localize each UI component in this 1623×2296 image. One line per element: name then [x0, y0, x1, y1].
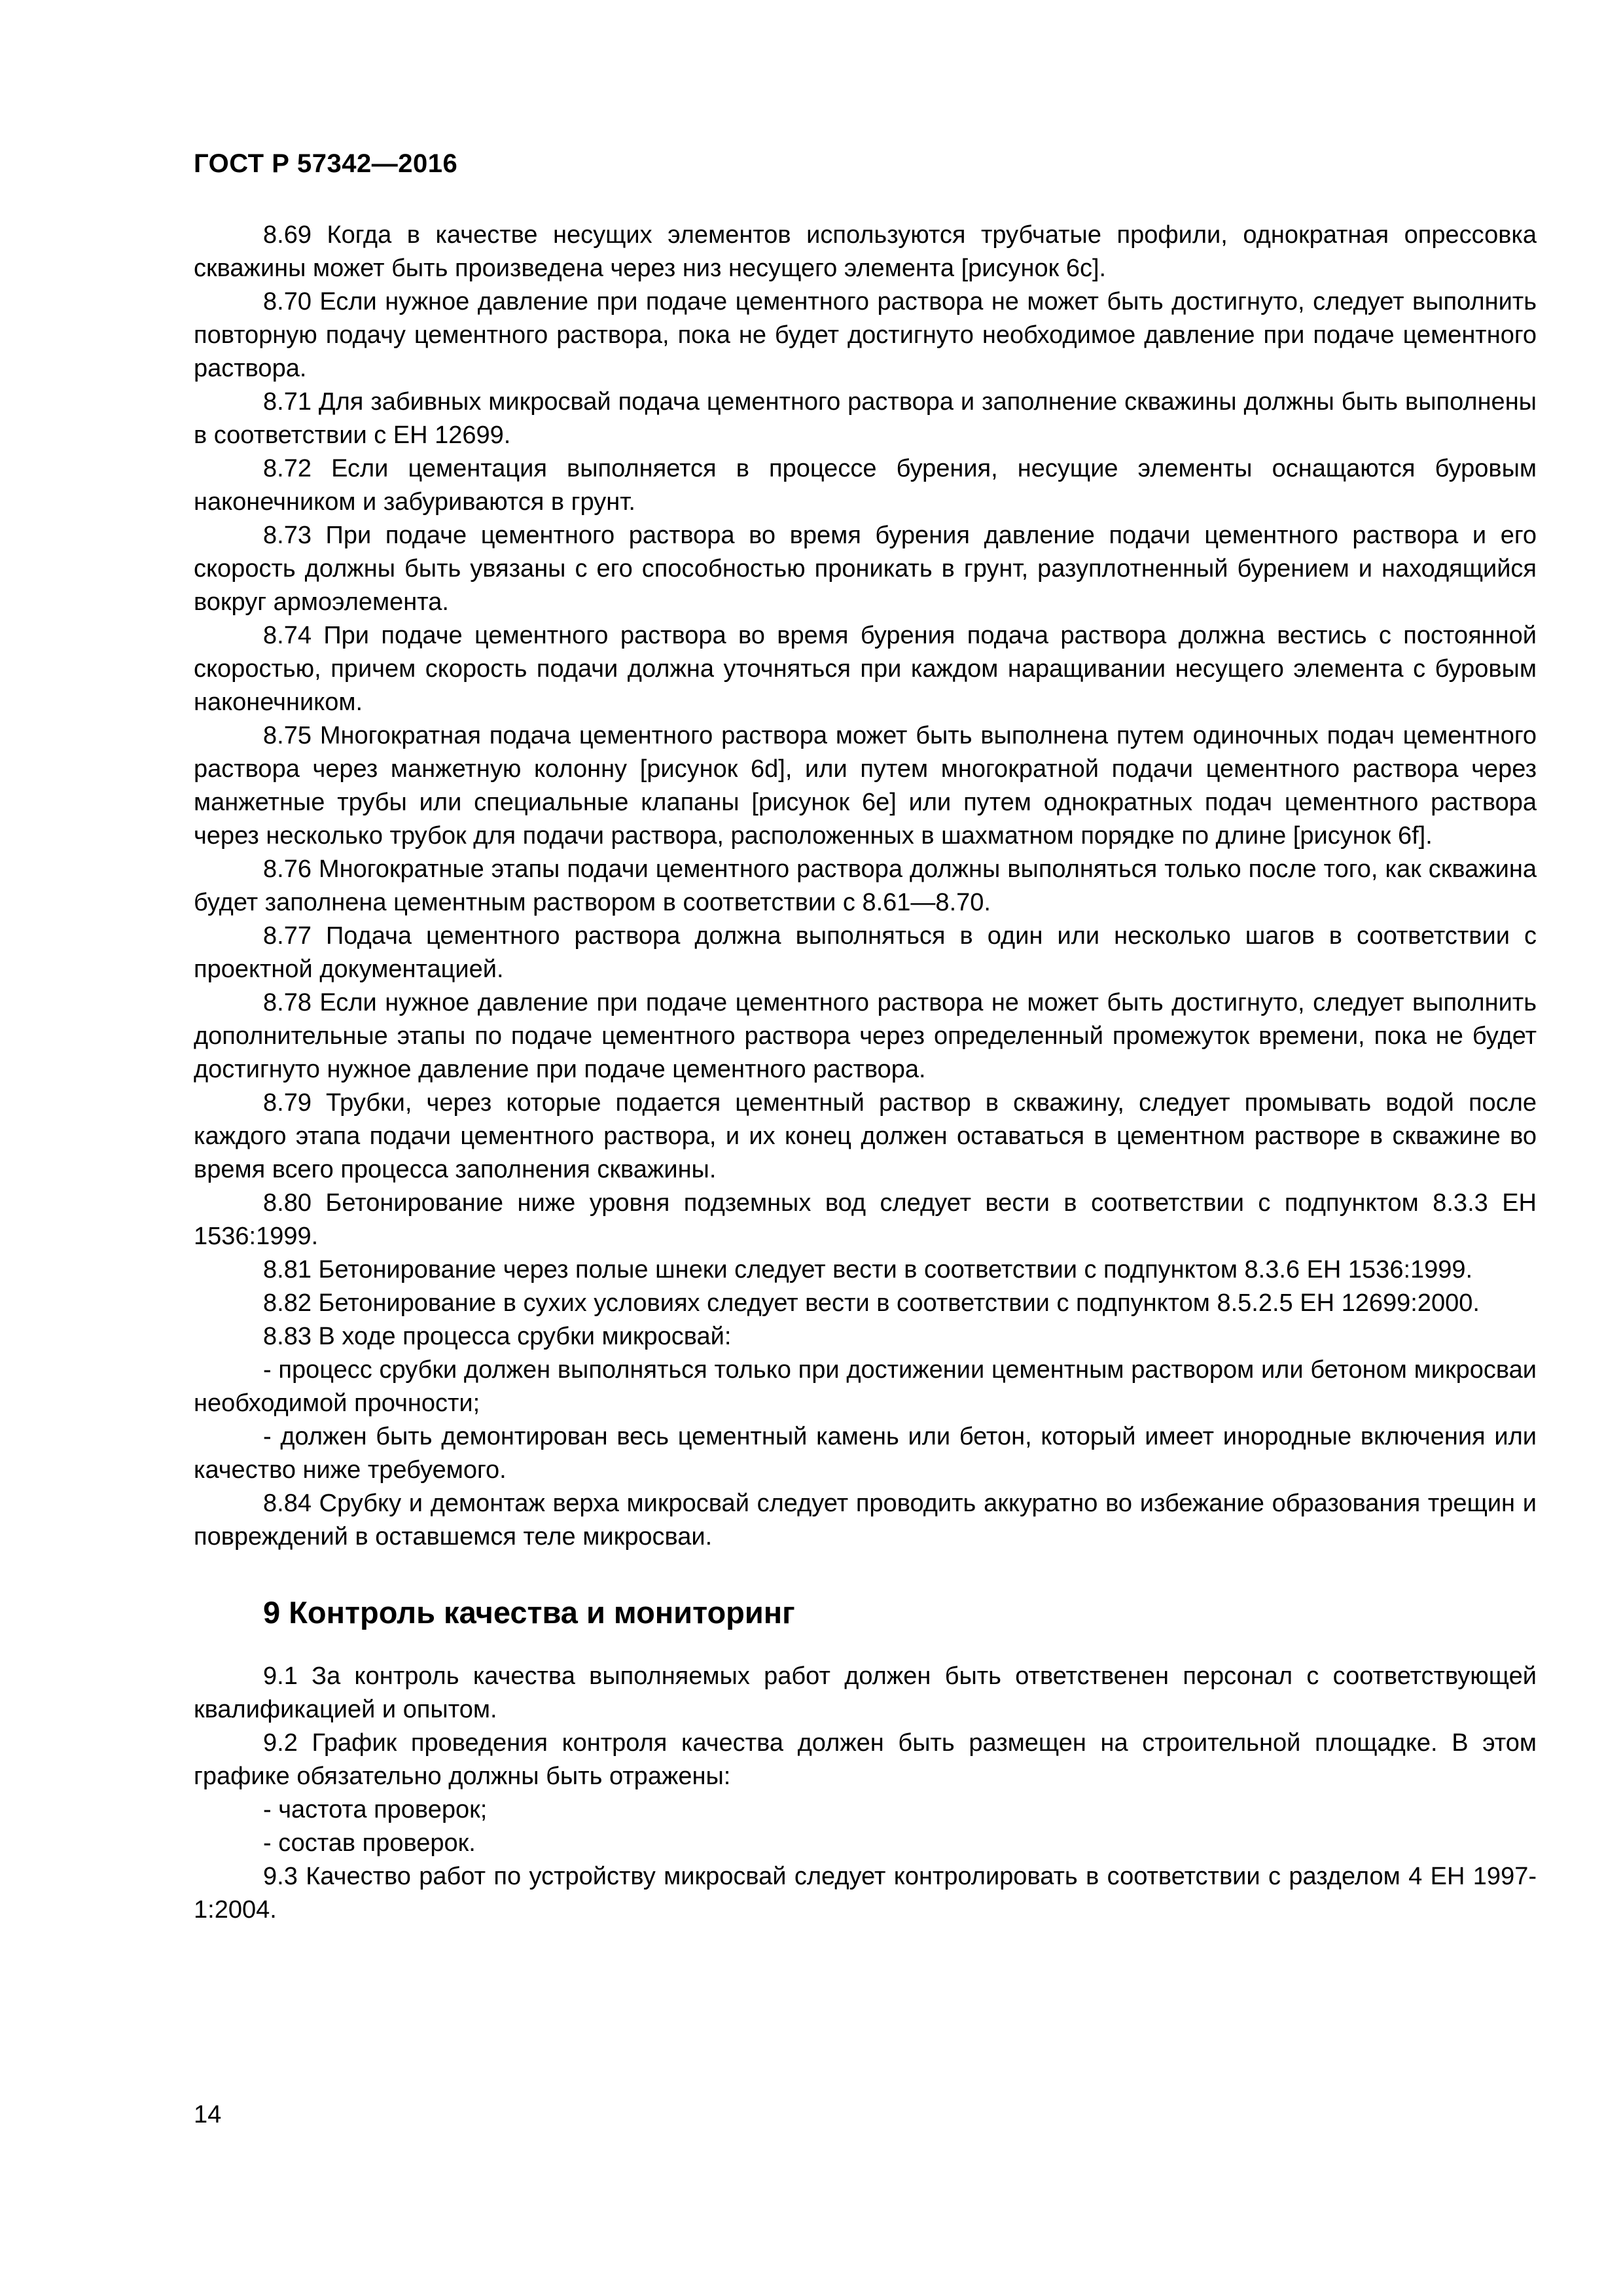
paragraph: 8.72 Если цементация выполняется в процессе бурения, несущие элементы оснащаются буровым наконечником и забуриваются в грунт.: [194, 455, 1537, 516]
paragraph: 8.75 Многократная подача цементного раствора может быть выполнена путем одиночных подач цементного раствора через манжетную колонну [рисунок 6d], или путем многократной подачи цементного раствора через манжетные трубы или специальные клапаны [рисунок 6e] или путем однократных подач цементного раствора через несколько трубок для подачи раствора, расположенных в шахматном порядке по длине [рисунок 6f].: [194, 722, 1537, 850]
paragraph: 8.81 Бетонирование через полые шнеки следует вести в соответствии с подпунктом 8.3.6 ЕН 1536:1999.: [263, 1256, 1473, 1283]
paragraph: 8.73 При подаче цементного раствора во время бурения давление подачи цементного раствора и его скорость должны быть увязаны с его способностью проникать в грунт, разуплотненный бурением и находящийся вокруг армоэлемента.: [194, 522, 1537, 616]
list-item: - частота проверок;: [263, 1796, 488, 1823]
paragraph: 8.71 Для забивных микросвай подача цементного раствора и заполнение скважины должны быть выполнены в соответствии с ЕН 12699.: [194, 388, 1537, 449]
section-9-paragraphs: [194, 1660, 1537, 1927]
paragraph: 9.3 Качество работ по устройству микросвай следует контролировать в соответствии с разделом 4 ЕН 1997-1:2004.: [194, 1863, 1537, 1924]
paragraph: 8.84 Срубку и демонтаж верха микросвай следует проводить аккуратно во избежание образования трещин и повреждений в оставшемся теле микросваи.: [194, 1490, 1537, 1551]
list-item: - процесс срубки должен выполняться только при достижении цементным раствором или бетоном микросваи необходимой прочности;: [194, 1356, 1537, 1417]
list-item: - должен быть демонтирован весь цементный камень или бетон, который имеет инородные включения или качество ниже требуемого.: [194, 1423, 1537, 1484]
section-8-paragraphs: [194, 219, 1537, 1554]
list-item: - состав проверок.: [263, 1829, 476, 1857]
document-body: [194, 219, 1537, 1927]
paragraph: 8.74 При подаче цементного раствора во время бурения подача раствора должна вестись с постоянной скоростью, причем скорость подачи должна уточняться при каждом наращивании несущего элемента с буровым наконечником.: [194, 622, 1537, 716]
paragraph: 9.1 За контроль качества выполняемых работ должен быть ответственен персонал с соответствующей квалификацией и опытом.: [194, 1662, 1537, 1723]
document-header: ГОСТ Р 57342—2016: [194, 149, 458, 178]
paragraph: 8.69 Когда в качестве несущих элементов используются трубчатые профили, однократная опрессовка скважины может быть произведена через низ несущего элемента [рисунок 6c].: [194, 221, 1537, 282]
paragraph: 8.78 Если нужное давление при подаче цементного раствора не может быть достигнуто, следует выполнить дополнительные этапы по подаче цементного раствора через определенный промежуток времени, пока не будет достигнуто нужное давление при подаче цементного раствора.: [194, 989, 1537, 1083]
paragraph: 8.82 Бетонирование в сухих условиях следует вести в соответствии с подпунктом 8.5.2.5 ЕН 12699:2000.: [263, 1289, 1480, 1317]
paragraph: 8.77 Подача цементного раствора должна выполняться в один или несколько шагов в соответствии с проектной документацией.: [194, 922, 1537, 983]
paragraph: 8.80 Бетонирование ниже уровня подземных вод следует вести в соответствии с подпунктом 8.3.3 ЕН 1536:1999.: [194, 1189, 1537, 1250]
paragraph: 9.2 График проведения контроля качества должен быть размещен на строительной площадке. В этом графике обязательно должны быть отражены:: [194, 1729, 1537, 1790]
paragraph: 8.70 Если нужное давление при подаче цементного раствора не может быть достигнуто, следует выполнить повторную подачу цементного раствора, пока не будет достигнуто необходимое давление при подаче цементного раствора.: [194, 288, 1537, 382]
page-number: 14: [194, 2101, 222, 2128]
paragraph: 8.79 Трубки, через которые подается цементный раствор в скважину, следует промывать водой после каждого этапа подачи цементного раствора, и их конец должен оставаться в цементном растворе в скважине во время всего процесса заполнения скважины.: [194, 1089, 1537, 1183]
section-title: 9 Контроль качества и мониторинг: [263, 1595, 795, 1630]
paragraph: 8.76 Многократные этапы подачи цементного раствора должны выполняться только после того, как скважина будет заполнена цементным раствором в соответствии с 8.61—8.70.: [194, 855, 1537, 916]
paragraph: 8.83 В ходе процесса срубки микросвай:: [263, 1323, 732, 1350]
